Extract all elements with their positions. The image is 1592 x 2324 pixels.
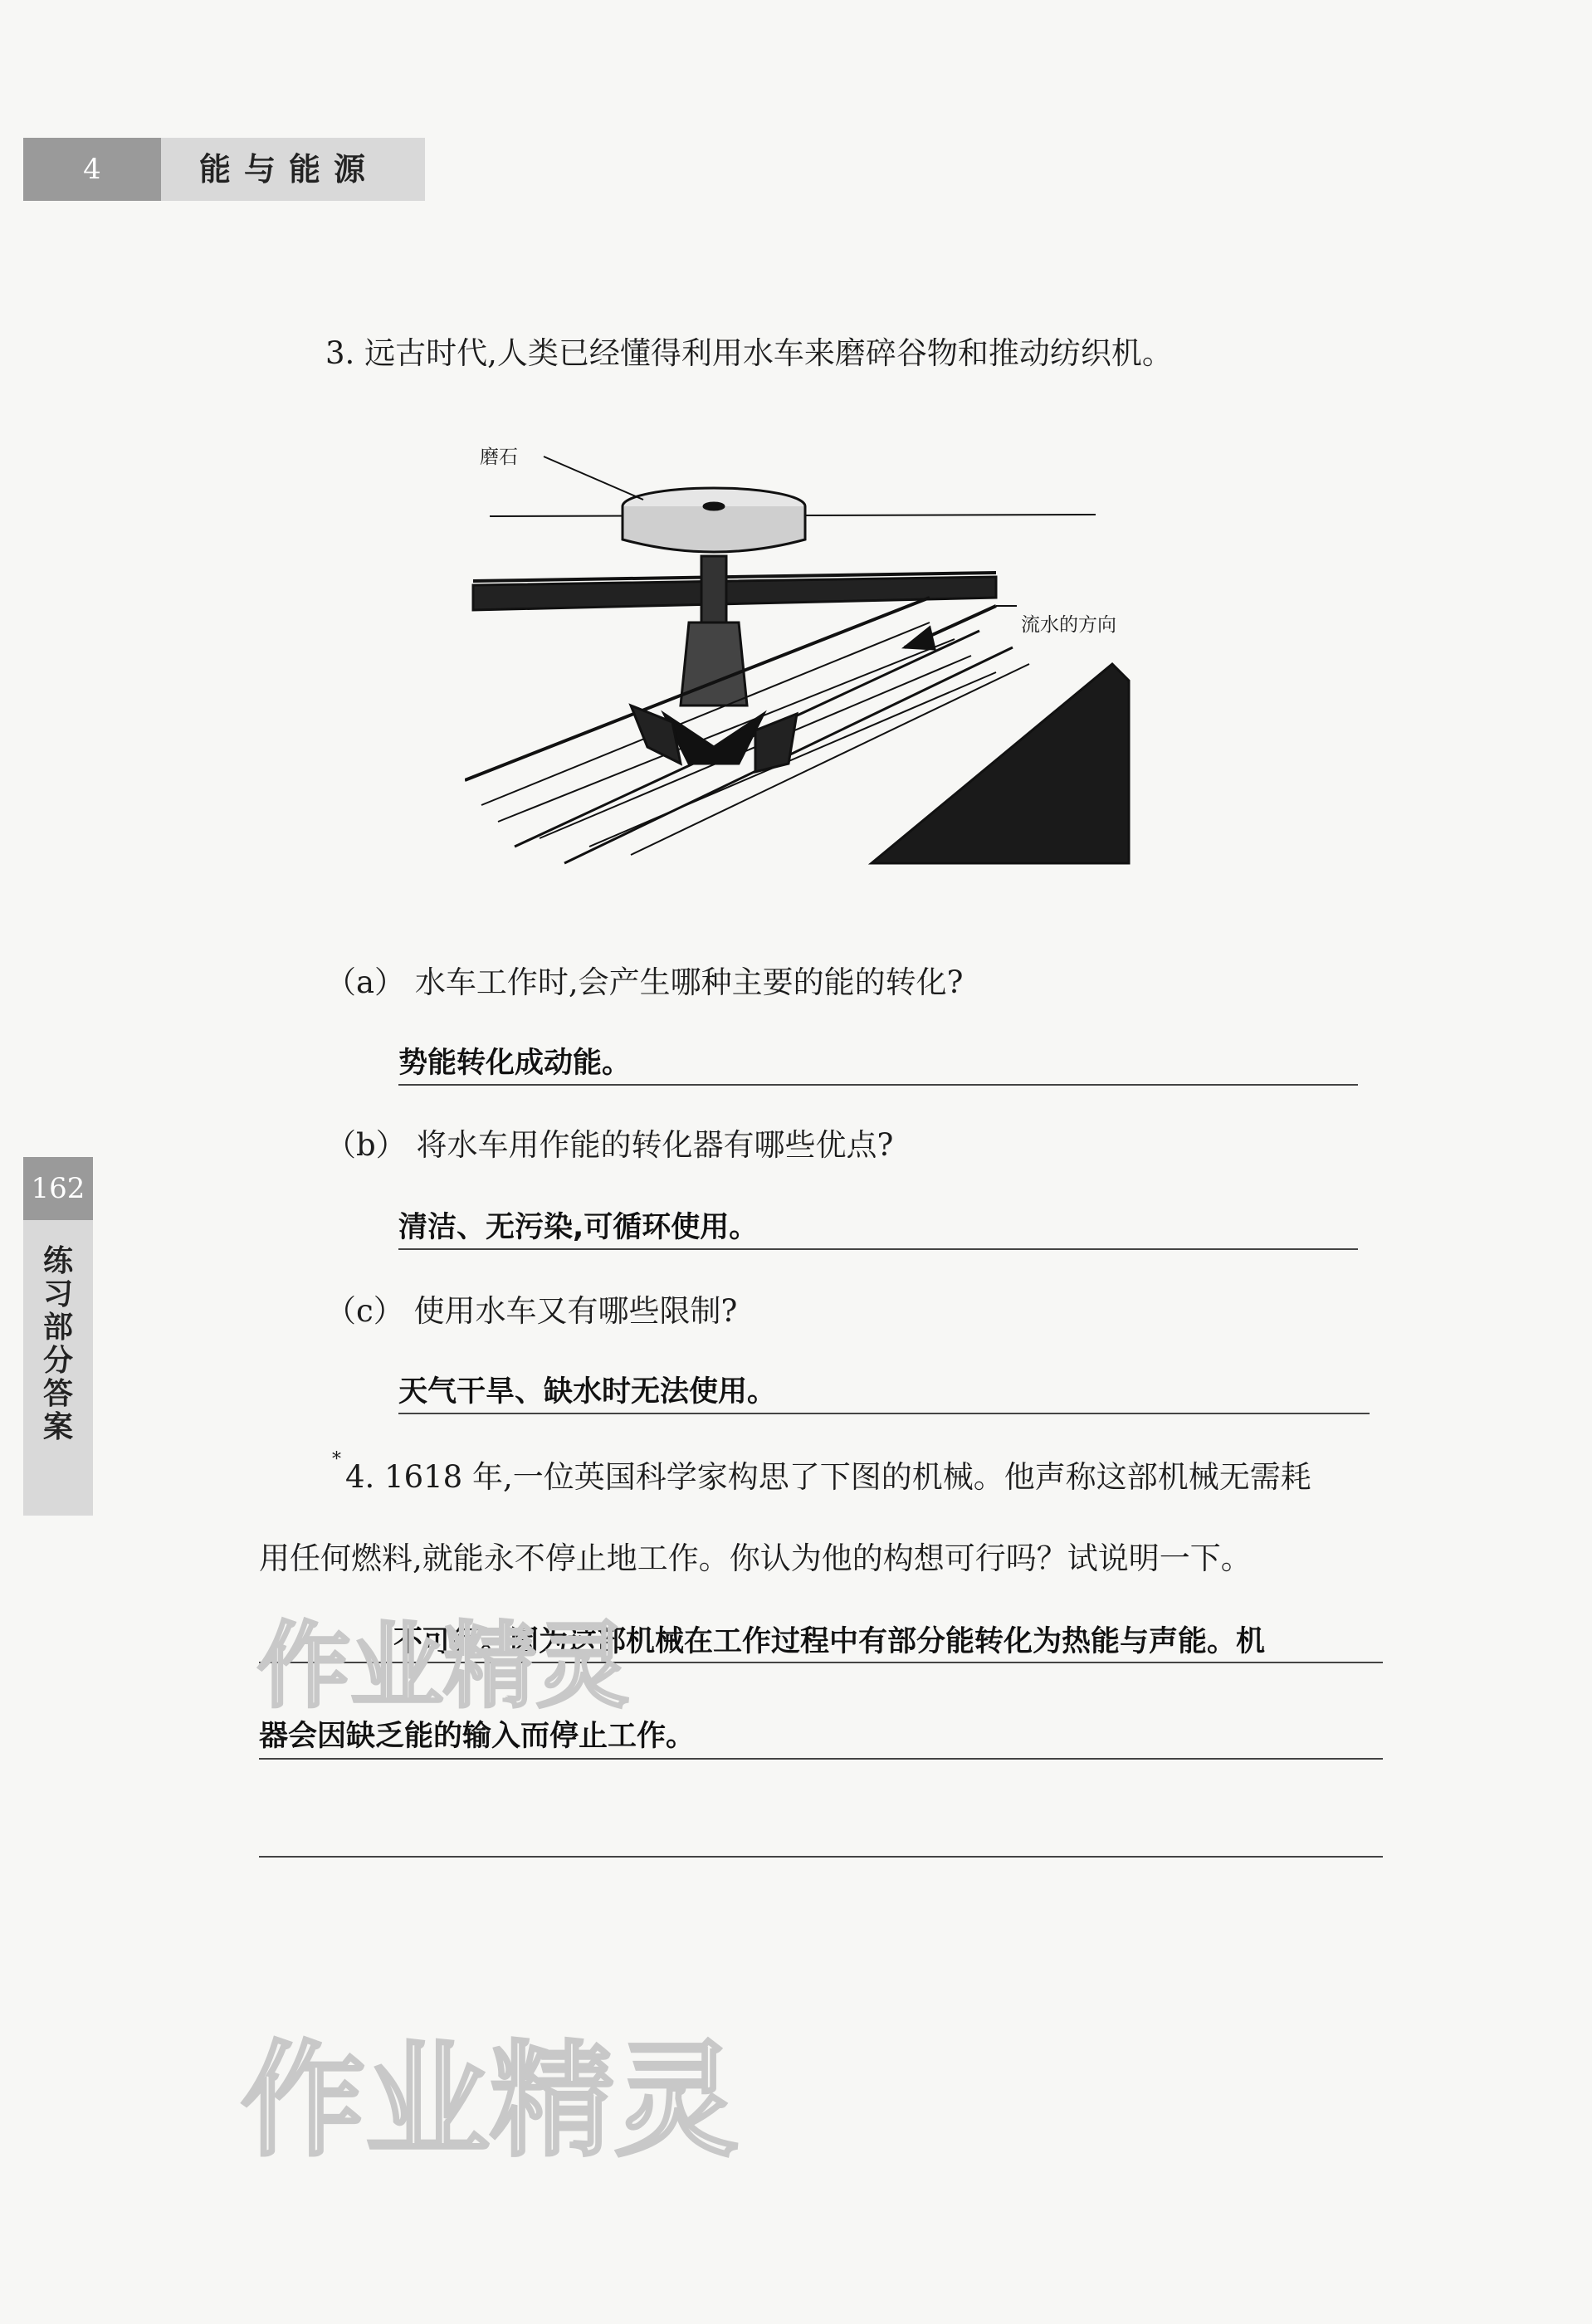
answer-line [398,1413,1370,1414]
watermark: 作业精灵 [241,2029,740,2174]
q3-stem: 3. 远古时代,人类已经懂得利用水车来磨碎谷物和推动纺织机。 [325,335,1173,371]
watermark: 作业精灵 [257,1613,629,1721]
page-number: 162 [23,1157,93,1220]
q3c-answer: 天气干旱、缺水时无法使用。 [398,1375,777,1409]
q4-answer-line2: 器会因缺乏能的输入而停止工作。 [259,1720,696,1753]
q4-stem-line1: 4. 1618 年,一位英国科学家构思了下图的机械。他声称这部机械无需耗 [345,1459,1311,1495]
answer-line [398,1084,1358,1086]
water-wheel-figure [465,432,1145,880]
side-tab-label: 练习部分答案 [42,1244,73,1444]
water-wheel-illustration [465,456,1129,863]
optional-marker: * [332,1449,341,1470]
label-millstone: 磨石 [480,447,518,468]
chapter-title: 能与能源 [199,151,379,188]
q3c-question: （c） 使用水车又有哪些限制? [325,1293,738,1329]
q3a-question: （a） 水车工作时,会产生哪种主要的能的转化? [325,964,964,1000]
q4-answer-line1: 不可行。因为这部机械在工作过程中有部分能转化为热能与声能。机 [393,1625,1266,1658]
q4-stem-line2: 用任何燃料,就能永不停止地工作。你认为他的构想可行吗？试说明一下。 [259,1540,1252,1576]
answer-line [259,1856,1383,1858]
chapter-number: 4 [23,138,161,201]
answer-line [259,1758,1383,1760]
q3b-answer: 清洁、无污染,可循环使用。 [398,1211,759,1244]
q3a-answer: 势能转化成动能。 [398,1047,632,1080]
q3b-question: （b） 将水车用作能的转化器有哪些优点? [325,1127,894,1163]
answer-line [398,1248,1358,1250]
label-water-flow: 流水的方向 [1021,614,1116,636]
